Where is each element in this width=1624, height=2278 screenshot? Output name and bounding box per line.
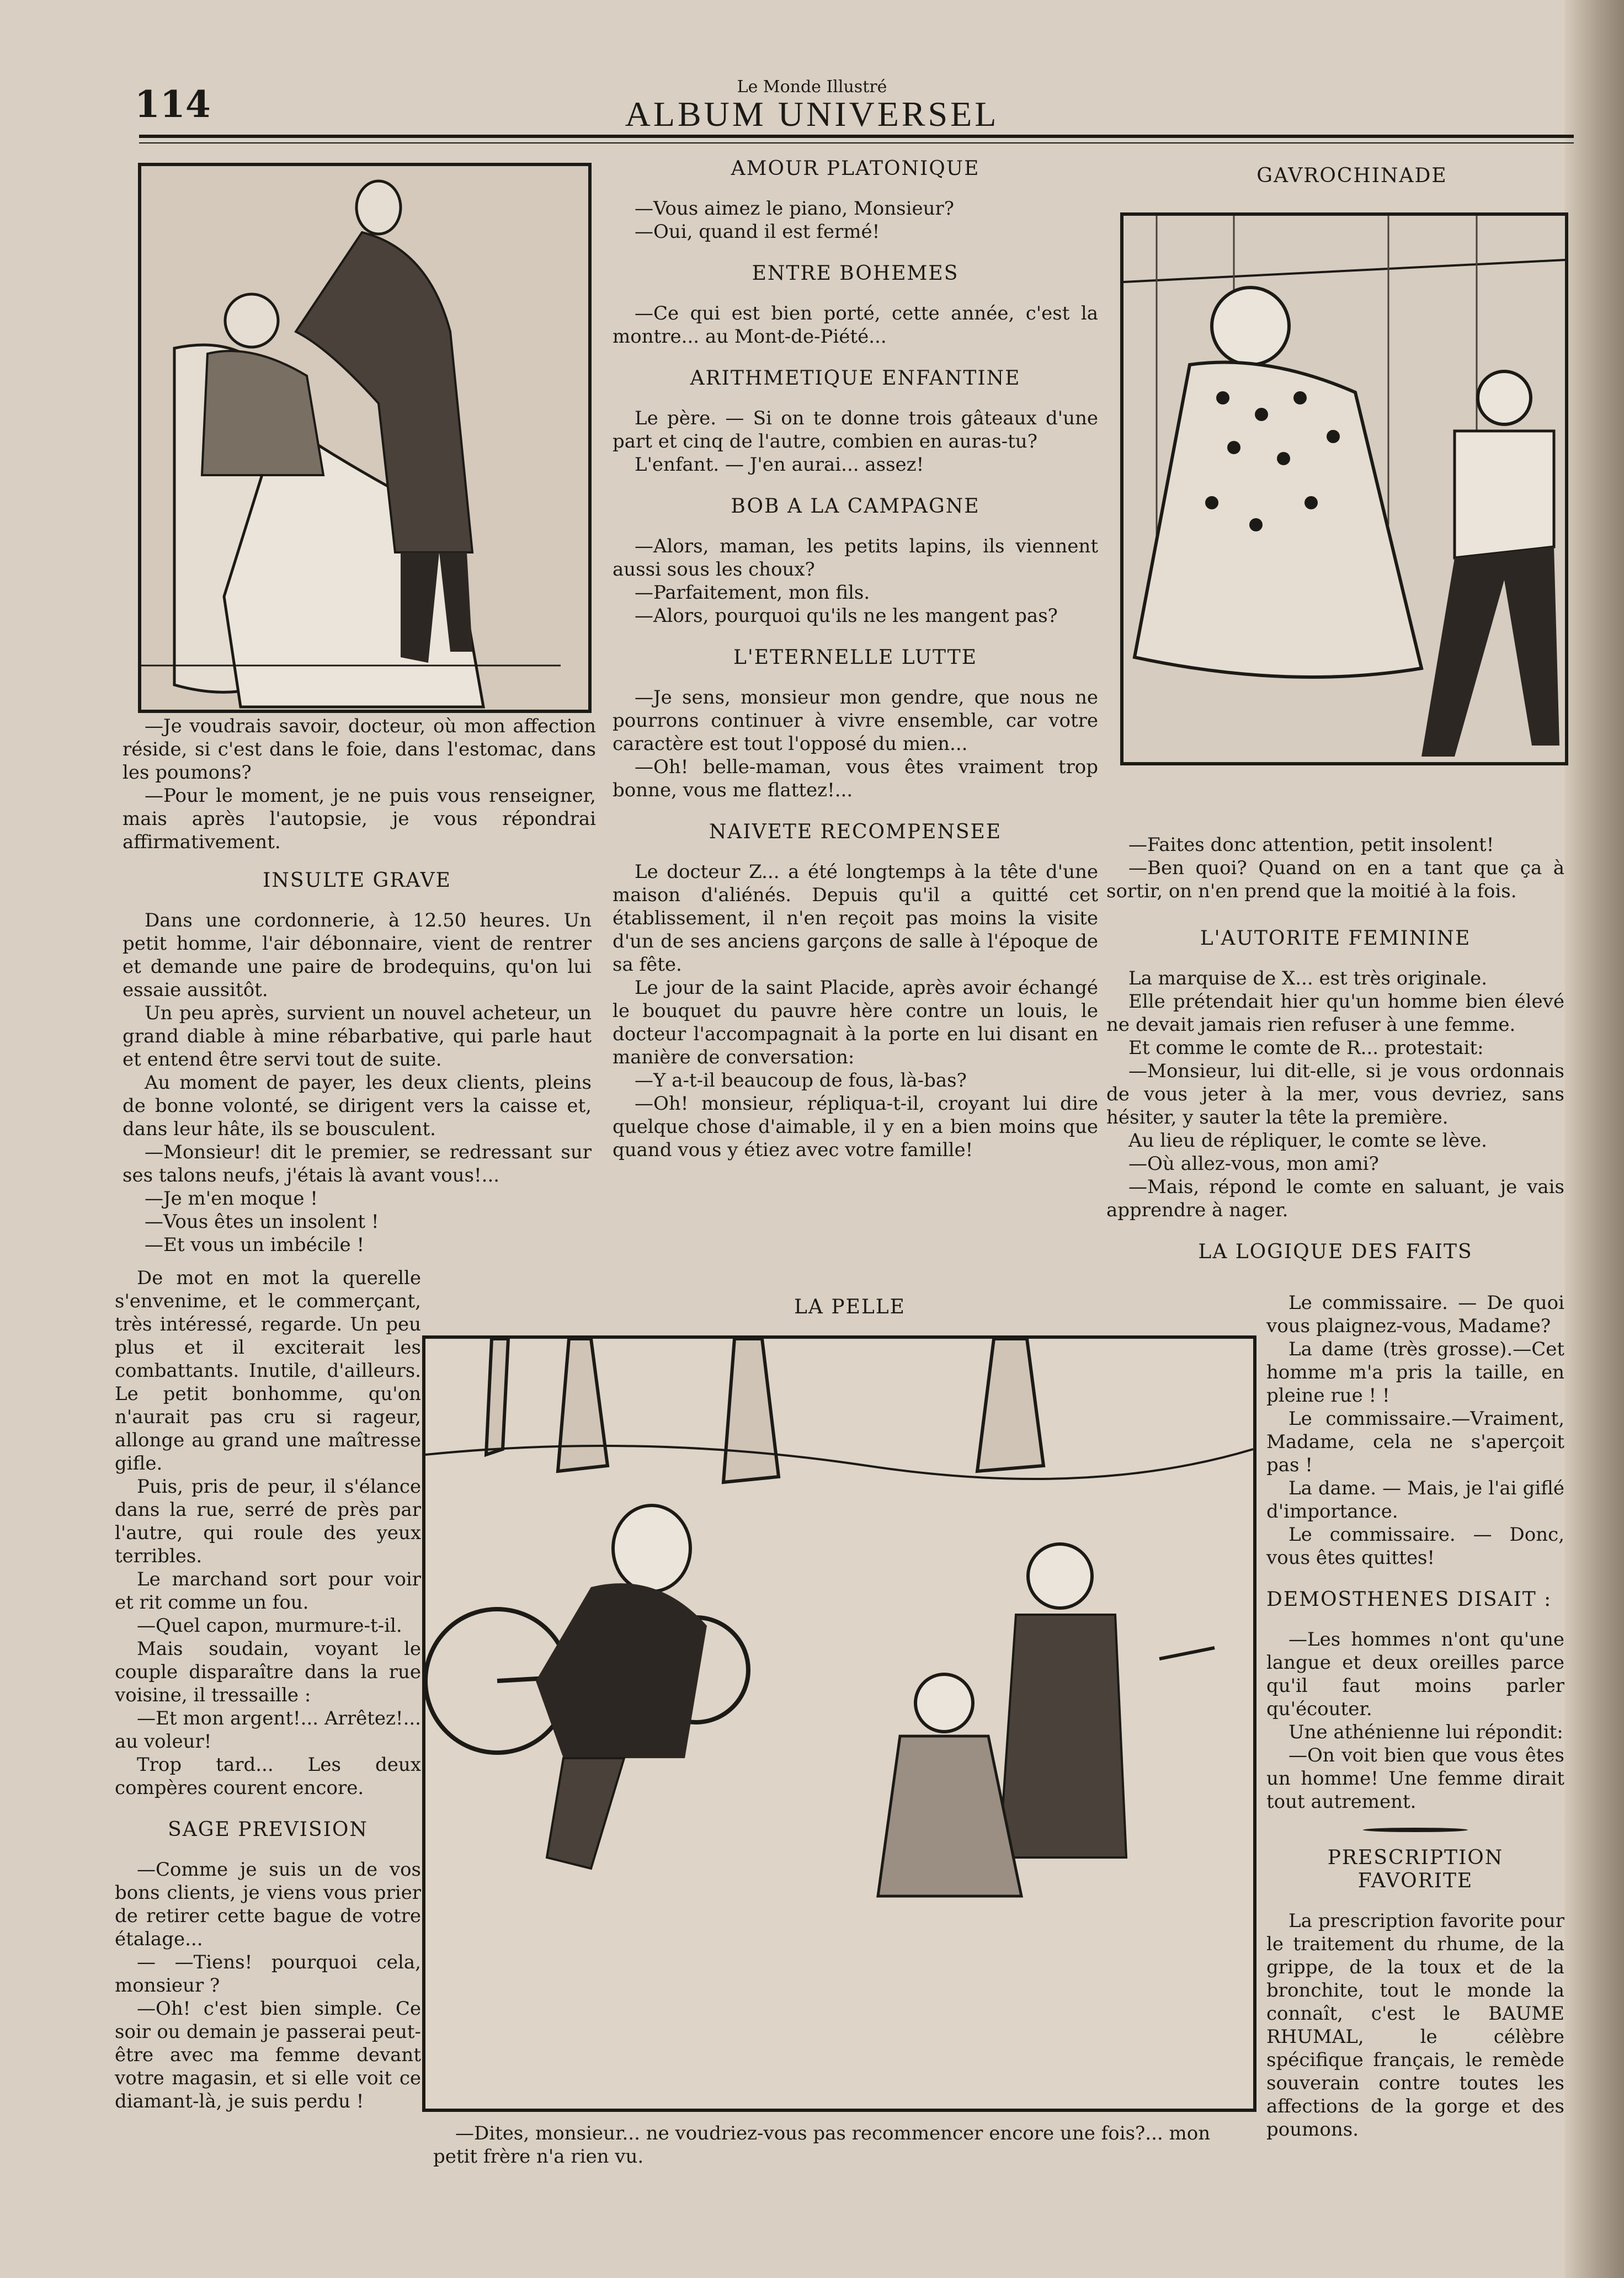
section-title-prescription: PRESCRIPTION FAVORITE — [1327, 1846, 1504, 1892]
paragraph: L'enfant. — J'en aurai... assez! — [635, 454, 924, 476]
paragraph: Elle prétendait hier qu'un homme bien élevé ne devait jamais rien refuser à une femme. — [1106, 991, 1564, 1036]
section-title-amour: AMOUR PLATONIQUE — [731, 157, 980, 180]
paragraph: —Oh! monsieur, répliqua-t-il, croyant lui dire quelque chose d'aimable, il y en a bien moins que quand vous y étiez avec votre famille! — [613, 1093, 1098, 1161]
gavrochinade-caption — [1106, 833, 1564, 903]
paragraph: Et comme le comte de R... protestait: — [1128, 1037, 1484, 1059]
cyclist-fallen-children-illustration — [425, 1339, 1253, 2109]
left-illustration — [138, 163, 592, 713]
paragraph: De mot en mot la querelle s'envenime, et le commerçant, très intéressé, regarde. Un peu plus et il exciterait les combattants. Inutile, d'ailleurs. Le petit bonhomme, qu'on n'aurait pas cru si rageur, allonge au grand une maîtresse gifle. — [115, 1267, 421, 1475]
publication-kicker: Le Monde Illustré — [737, 77, 887, 97]
paragraph: Mais soudain, voyant le couple disparaître dans la rue voisine, il tressaille : — [115, 1638, 421, 1706]
section-title-naivete: NAIVETE RECOMPENSEE — [709, 821, 1002, 843]
column-right-upper — [1106, 927, 1564, 1280]
paragraph: —Oh! belle-maman, vous êtes vraiment trop bonne, vous me flattez!... — [613, 756, 1098, 801]
bedridden-patient-and-doctor-illustration — [141, 166, 588, 710]
paragraph: —On voit bien que vous êtes un homme! Une femme dirait tout autrement. — [1266, 1744, 1564, 1813]
caption-line: —Je voudrais savoir, docteur, où mon affection réside, si c'est dans le foie, dans l'estomac, dans les poumons? — [123, 715, 596, 784]
paragraph: Puis, pris de peur, il s'élance dans la rue, serré de près par l'autre, qui roule des yeux terribles. — [115, 1476, 421, 1567]
pelle-caption: —Dites, monsieur... ne voudriez-vous pas recommencer encore une fois?... mon petit frère n'a rien vu. — [433, 2122, 1211, 2168]
column-left-narrow — [115, 1266, 421, 2113]
section-title-insulte: INSULTE GRAVE — [263, 869, 451, 892]
section-title-demosthenes: DEMOSTHENES DISAIT : — [1266, 1588, 1552, 1611]
paragraph: Un peu après, survient un nouvel acheteur, un grand diable à mine rébarbative, qui parle haut et entend être servi tout de suite. — [123, 1002, 592, 1071]
caption-line: —Ben quoi? Quand on en a tant que ça à sortir, on n'en prend que la moitié à la fois. — [1106, 857, 1564, 902]
section-title-sage: SAGE PREVISION — [168, 1818, 368, 1841]
caption-line: —Pour le moment, je ne puis vous renseigner, mais après l'autopsie, je vous répondrai affirmativement. — [123, 785, 596, 853]
paragraph: —Et mon argent!... Arrêtez!... au voleur! — [115, 1707, 421, 1753]
paragraph: —Monsieur! dit le premier, se redressant sur ses talons neufs, j'étais là avant vous!... — [123, 1141, 592, 1186]
paragraph: Le père. — Si on te donne trois gâteaux d'une part et cinq de l'autre, combien en auras-tu? — [613, 407, 1098, 453]
section-title-lutte: L'ETERNELLE LUTTE — [733, 646, 978, 669]
paragraph: Le marchand sort pour voir et rit comme un fou. — [115, 1568, 421, 1614]
paragraph: —Alors, pourquoi qu'ils ne les mangent pas? — [635, 605, 1058, 627]
paragraph: Le docteur Z... a été longtemps à la tête d'une maison d'aliénés. Depuis qu'il a quitté cet établissement, il n'en reçoit pas moins la visite d'un de ses anciens garçons de salle à l'époque de sa fête. — [613, 861, 1098, 976]
paragraph: —Je sens, monsieur mon gendre, que nous ne pourrons continuer à vivre ensemble, car votre caractère est tout l'opposé du mien... — [613, 686, 1098, 755]
header-rule-thin — [139, 142, 1574, 143]
left-illustration-caption — [123, 715, 596, 854]
paragraph: —Mais, répond le comte en saluant, je vais apprendre à nager. — [1106, 1176, 1564, 1221]
paragraph: —Quel capon, murmure-t-il. — [137, 1615, 402, 1637]
gavrochinade-illustration — [1120, 212, 1568, 765]
paragraph: —Monsieur, lui dit-elle, si je vous ordonnais de vous jeter à la mer, vous devriez, sans hésiter, y sauter la tête la première. — [1106, 1060, 1564, 1129]
paragraph: Le commissaire.—Vraiment, Madame, cela ne s'aperçoit pas ! — [1266, 1408, 1564, 1476]
paragraph: —Oh! c'est bien simple. Ce soir ou demain je passerai peut-être avec ma femme devant votre magasin, et si elle voit ce diamant-là, je suis perdu ! — [115, 1998, 421, 2112]
paragraph: —Y a-t-il beaucoup de fous, là-bas? — [635, 1069, 967, 1092]
paragraph: Au moment de payer, les deux clients, pleins de bonne volonté, se dirigent vers la caisse et, dans leur hâte, ils se bousculent. — [123, 1072, 592, 1140]
woman-polka-dress-boy-illustration — [1124, 216, 1565, 762]
page-edge-shadow — [1564, 0, 1624, 2278]
paragraph: —Où allez-vous, mon ami? — [1128, 1153, 1379, 1175]
paragraph: La marquise de X... est très originale. — [1128, 967, 1488, 989]
page-number: 114 — [135, 83, 211, 126]
paragraph: —Je m'en moque ! — [145, 1188, 318, 1210]
caption-line: —Faites donc attention, petit insolent! — [1128, 834, 1494, 856]
column-right-narrow — [1266, 1291, 1564, 2141]
paragraph: La prescription favorite pour le traitement du rhume, de la grippe, de la toux et de la bronchite, tout le monde la connaît, c'est le BAUME RHUMAL, le célèbre spécifique français, le remède souverain contre toutes les affections de la gorge et des poumons. — [1266, 1910, 1564, 2141]
paragraph: —Oui, quand il est fermé! — [635, 221, 880, 243]
paragraph: —Ce qui est bien porté, cette année, c'est la montre... au Mont-de-Piété... — [613, 302, 1098, 348]
header-rule — [139, 135, 1574, 138]
paragraph: Le jour de la saint Placide, après avoir échangé le bouquet du pauvre hère contre un louis, le docteur l'accompagnait à la porte en lui disant en manière de conversation: — [613, 977, 1098, 1068]
paragraph: —Vous aimez le piano, Monsieur? — [635, 198, 954, 220]
paragraph: —Et vous un imbécile ! — [145, 1234, 365, 1256]
paragraph: —Comme je suis un de vos bons clients, je viens vous prier de retirer cette bague de votre étalage... — [115, 1859, 421, 1950]
section-title-pelle: LA PELLE — [794, 1296, 906, 1318]
paragraph: Dans une cordonnerie, à 12.50 heures. Un petit homme, l'air débonnaire, vient de rentrer et demande une paire de brodequins, qu'on lui essaie aussitôt. — [123, 909, 592, 1001]
paragraph: —Alors, maman, les petits lapins, ils viennent aussi sous les choux? — [613, 535, 1098, 581]
paragraph: La dame (très grosse).—Cet homme m'a pris la taille, en pleine rue ! ! — [1266, 1338, 1564, 1407]
paragraph: La dame. — Mais, je l'ai giflé d'importance. — [1266, 1477, 1564, 1523]
paragraph: —Vous êtes un insolent ! — [145, 1211, 379, 1233]
section-title-gavrochinade: GAVROCHINADE — [1256, 164, 1447, 187]
paragraph: Le commissaire. — Donc, vous êtes quittes! — [1266, 1524, 1564, 1569]
section-title-arithmetique: ARITHMETIQUE ENFANTINE — [690, 367, 1021, 390]
column-left-wide — [123, 869, 592, 1257]
paragraph: —Parfaitement, mon fils. — [635, 582, 870, 604]
paragraph: —Les hommes n'ont qu'une langue et deux oreilles parce qu'il faut moins parler qu'écouter. — [1266, 1628, 1564, 1720]
paragraph: Une athénienne lui répondit: — [1288, 1721, 1563, 1743]
paragraph: Trop tard... Les deux compères courent encore. — [115, 1754, 421, 1799]
paragraph: — —Tiens! pourquoi cela, monsieur ? — [115, 1951, 421, 1997]
paragraph: Le commissaire. — De quoi vous plaignez-vous, Madame? — [1266, 1292, 1564, 1337]
paragraph: Au lieu de répliquer, le comte se lève. — [1128, 1130, 1487, 1152]
pelle-illustration — [422, 1335, 1256, 2112]
section-title-logique: LA LOGIQUE DES FAITS — [1198, 1241, 1473, 1263]
section-title-bohemes: ENTRE BOHEMES — [752, 262, 959, 285]
section-title-autorite: L'AUTORITE FEMININE — [1200, 927, 1471, 950]
column-middle — [613, 157, 1098, 1162]
masthead: ALBUM UNIVERSEL — [625, 94, 999, 134]
section-title-bob: BOB A LA CAMPAGNE — [731, 495, 980, 518]
section-divider-ornament — [1363, 1828, 1468, 1832]
